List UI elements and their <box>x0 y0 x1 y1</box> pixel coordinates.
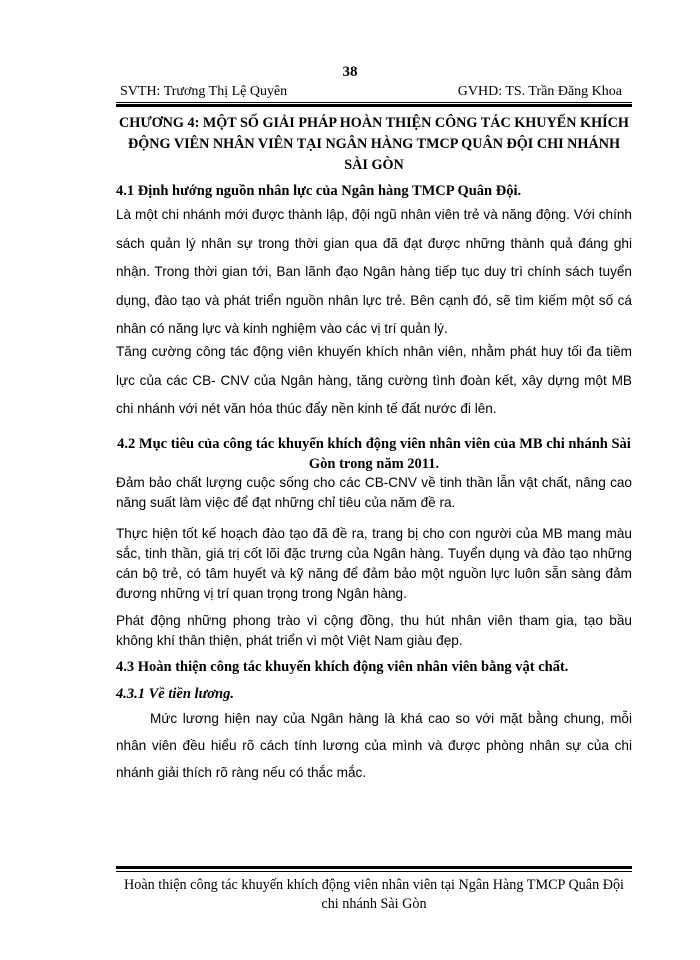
section-4-1-heading: 4.1 Định hướng nguồn nhân lực của Ngân hàng TMCP Quân Đội. <box>116 183 522 199</box>
header-rule-thin <box>116 102 632 103</box>
section-4-3-1-paragraph: Mức lương hiện nay của Ngân hàng là khá cao so với mặt bằng chung, mỗi nhân viên đều hiểu rõ cách tính lương của mình và được phòng nhân sự của chi nhánh giải thích rõ ràng nếu có thắc mắc. <box>116 711 632 780</box>
header-student: SVTH: Trương Thị Lệ Quyên <box>120 84 288 99</box>
section-4-2-paragraph-3: Phát động những phong trào vì cộng đồng, thu hút nhân viên tham gia, tạo bầu không khí thân thiện, phát triển vì một Việt Nam giàu đẹp. <box>116 613 632 648</box>
section-4-2-paragraph-2: Thực hiện tốt kế hoạch đào tạo đã đề ra, trang bị cho con người của MB mang màu sắc, tinh thần, giá trị cốt lõi đặc trưng của Ngân hàng. Tuyển dụng và đào tạo những cán bộ trẻ, có tâm huyết và kỹ năng để đảm bảo một nguồn lực luôn sẵn sàng đảm đương những vị trí quan trọng trong Ngân hàng. <box>116 526 632 601</box>
page-number: 38 <box>342 64 358 80</box>
chapter-title: CHƯƠNG 4: MỘT SỐ GIẢI PHÁP HOÀN THIỆN CÔNG TÁC KHUYẾN KHÍCH ĐỘNG VIÊN NHÂN VIÊN TẠI NGÂN HÀNG TMCP QUÂN ĐỘI CHI NHÁNH SÀI GÒN <box>119 115 629 173</box>
subsection-4-3-1-heading: 4.3.1 Về tiền lương. <box>116 686 234 702</box>
section-4-2-heading: 4.2 Mục tiêu của công tác khuyến khích động viên nhân viên của MB chi nhánh Sài Gòn trong năm 2011. <box>117 436 631 472</box>
footer-rule-thin <box>116 871 632 872</box>
section-4-1-paragraph-2: Tăng cường công tác động viên khuyến khích nhân viên, nhằm phát huy tối đa tiềm lực của các CB- CNV của Ngân hàng, tăng cường tình đoàn kết, xây dựng một MB chi nhánh với nét văn hóa thúc đẩy nền kinh tế đất nước đi lên. <box>116 344 632 416</box>
header-rule-thick <box>116 104 632 107</box>
header-advisor: GVHD: TS. Trần Đăng Khoa <box>457 84 622 99</box>
footer-rule-thick <box>116 866 632 869</box>
footer-text: Hoàn thiện công tác khuyến khích động viên nhân viên tại Ngân Hàng TMCP Quân Đội chi nhánh Sài Gòn <box>123 877 624 912</box>
section-4-2-paragraph-1: Đảm bảo chất lượng cuộc sống cho các CB-CNV về tinh thần lẫn vật chất, nâng cao năng suất làm việc để đạt những chỉ tiêu của năm đề ra. <box>116 475 632 510</box>
section-4-1-paragraph-1: Là một chi nhánh mới được thành lập, đội ngũ nhân viên trẻ và năng động. Với chính sách quản lý nhân sự trong thời gian qua đã đạt được những thành quả đáng ghi nhận. Trong thời gian tới, Ban lãnh đạo Ngân hàng tiếp tục duy trì chính sách tuyển dụng, đào tạo và phát triển nguồn nhân lực trẻ. Bên cạnh đó, sẽ tìm kiếm một số cá nhân có năng lực và kinh nghiệm vào các vị trí quản lý. <box>116 207 632 336</box>
section-4-3-heading: 4.3 Hoàn thiện công tác khuyến khích động viên nhân viên bằng vật chất. <box>116 659 569 675</box>
